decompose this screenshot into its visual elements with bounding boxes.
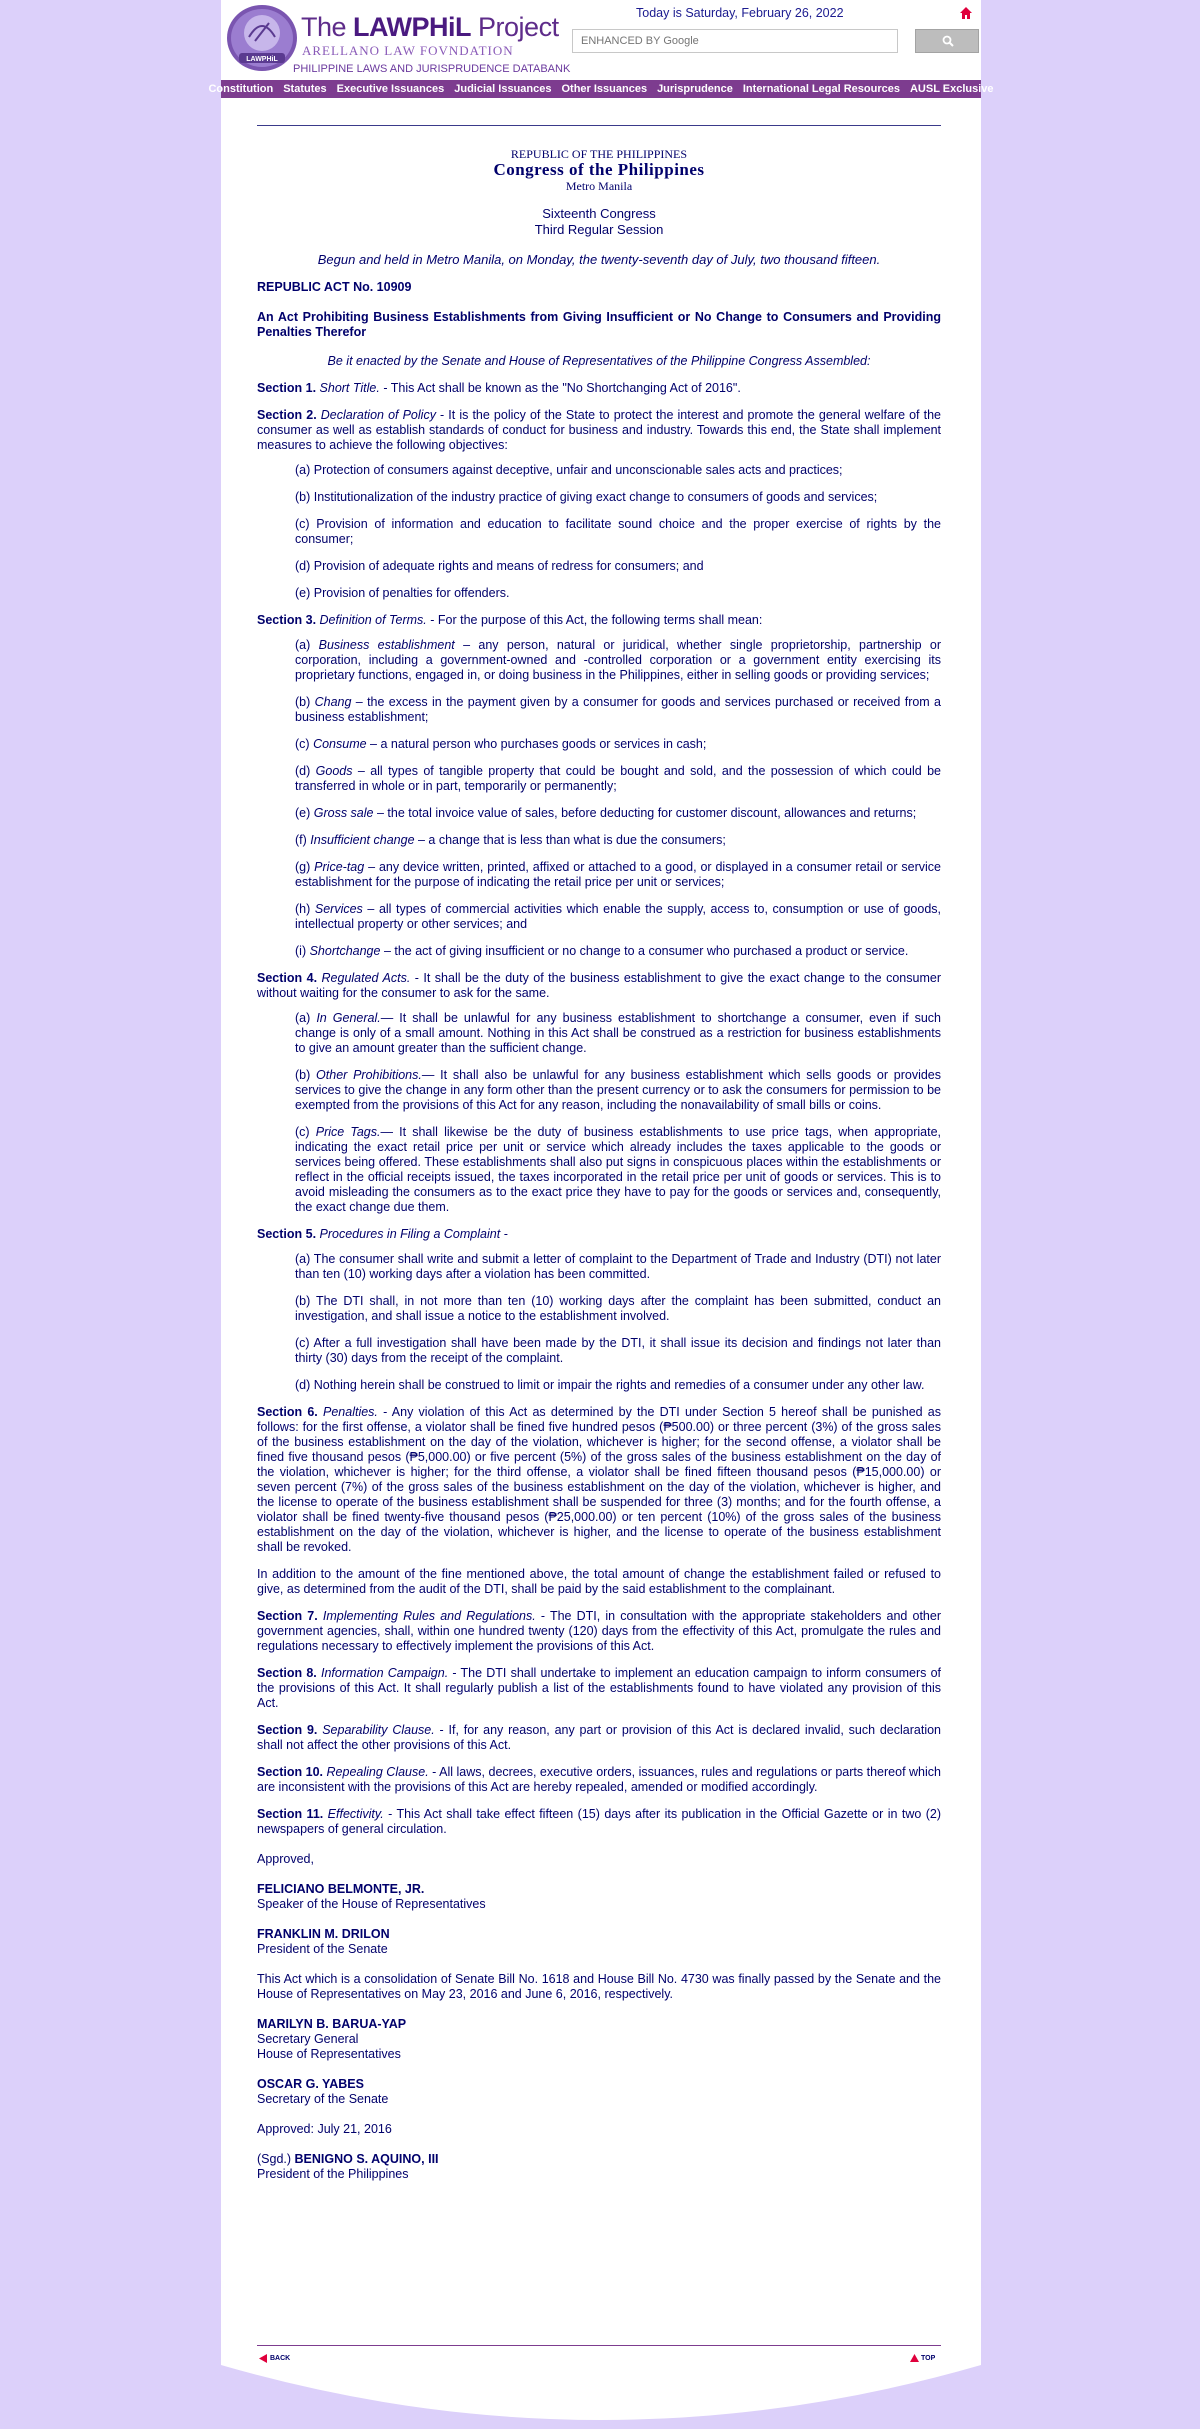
section-text: - For the purpose of this Act, the following terms shall mean: (426, 613, 763, 627)
section-title: Repealing Clause. (326, 1765, 429, 1779)
section-4 (257, 971, 941, 1001)
section-6-additional: In addition to the amount of the fine mentioned above, the total amount of change the establishment failed or refused to give, as determined from the audit of the DTI, shall be paid by the said establishment to the complainant. (257, 1567, 941, 1596)
section-1 (257, 381, 941, 396)
nav-jurisprudence[interactable]: Jurisprudence (657, 83, 733, 95)
top-link[interactable] (910, 2354, 935, 2363)
list-item: (b) The DTI shall, in not more than ten (10) working days after the complaint has been submitted, conduct an investigation, and shall issue a notice to the establishment involved. (295, 1294, 941, 1323)
section-label: Section 4. (257, 971, 318, 985)
section-10 (257, 1765, 941, 1795)
page (208, 0, 994, 2429)
foundation-name: ARELLANO LAW FOVNDATION (302, 43, 514, 58)
list-item: (e) Provision of penalties for offenders. (295, 586, 510, 600)
section-text: - It shall be the duty of the business establishment to give the exact change to the consumer without waiting for the consumer to ask for the same. (257, 971, 941, 1000)
definition-item: (i) Shortchange – the act of giving insufficient or no change to a consumer who purchased a product or service. (295, 944, 909, 958)
section-text: - It is the policy of the State to protect the interest and promote the general welfare of the consumer as well as establish standards of conduct for business and industry. Towards this end, the State shall implement measures to achieve the following objectives: (257, 408, 941, 452)
signatory-title: Speaker of the House of Representatives (257, 1897, 486, 1911)
section-title: Penalties. (323, 1405, 378, 1419)
section-3 (257, 613, 941, 628)
definition-item: (d) Goods – all types of tangible property that could be bought and sold, and the possession of which could be transferred in whole or in part, temporarily or permanently; (295, 764, 941, 793)
home-icon[interactable] (959, 6, 973, 20)
section-title: Regulated Acts. (321, 971, 411, 985)
section-11 (257, 1807, 941, 1837)
nav-judicial-issuances[interactable]: Judicial Issuances (454, 83, 552, 95)
section-title: Procedures in Filing a Complaint - (319, 1227, 508, 1241)
nav-statutes[interactable]: Statutes (283, 83, 327, 95)
section-title: Effectivity. (327, 1807, 384, 1821)
definition-item: (h) Services – all types of commercial activities which enable the supply, access to, consumption or use of goods, intellectual property or other services; and (295, 902, 941, 931)
section-label: Section 2. (257, 408, 317, 422)
definition-item: (g) Price-tag – any device written, printed, affixed or attached to a good, or displayed in a consumer retail or service establishment for the purpose of indicating the retail price per unit or services; (295, 860, 941, 889)
section-title: Information Campaign. (320, 1666, 449, 1680)
nav-executive-issuances[interactable]: Executive Issuances (336, 83, 445, 95)
list-item: (a) The consumer shall write and submit a letter of complaint to the Department of Trade and Industry (DTI) not later than ten (10) working days after a violation has been committed. (295, 1252, 941, 1281)
section-label: Section 7. (257, 1609, 318, 1623)
secretary-general-signature (257, 2017, 941, 2062)
top-arrow-icon (910, 2354, 919, 2363)
nav-international-legal-resources[interactable]: International Legal Resources (742, 83, 900, 95)
site-header (221, 0, 981, 80)
section-text: - All laws, decrees, executive orders, issuances, rules and regulations or parts thereof which are inconsistent with the provisions of this Act are hereby repealed, amended or modified accordingly. (257, 1765, 941, 1794)
today-date: Today is Saturday, February 26, 2022 (636, 6, 844, 20)
signatory-title: President of the Senate (257, 1942, 388, 1956)
section-label: Section 11. (257, 1807, 324, 1821)
section-text: - This Act shall take effect fifteen (15) days after its publication in the Official Gazette or in two (2) newspapers of general circulation. (257, 1807, 941, 1836)
consolidation-note: This Act which is a consolidation of Senate Bill No. 1618 and House Bill No. 4730 was finally passed by the Senate and the House of Representatives on May 23, 2016 and June 6, 2016, respectively. (257, 1972, 941, 2001)
list-item: (c) After a full investigation shall have been made by the DTI, it shall issue its decision and findings not later than thirty (30) days from the receipt of the complaint. (295, 1336, 941, 1365)
list-item: (c) Provision of information and education to facilitate sound choice and the proper exercise of rights by the consumer; (295, 517, 941, 546)
section-label: Section 10. (257, 1765, 324, 1779)
brand-prefix: The (301, 12, 354, 42)
section-label: Section 9. (257, 1723, 318, 1737)
act-title: An Act Prohibiting Business Establishments from Giving Insufficient or No Change to Consumers and Providing Penalties Therefor (257, 310, 941, 339)
act-number: REPUBLIC ACT No. 10909 (257, 280, 412, 294)
signatory-title: President of the Philippines (257, 2167, 409, 2181)
section-text: - This Act shall be known as the "No Shortchanging Act of 2016". (379, 381, 741, 395)
section-title: Implementing Rules and Regulations. (322, 1609, 536, 1623)
search-box[interactable] (572, 29, 898, 53)
session-name: Third Regular Session (534, 222, 664, 237)
lawphil-seal-logo[interactable] (225, 3, 299, 73)
section-2 (257, 408, 941, 453)
search-input[interactable] (573, 30, 897, 52)
search-button[interactable] (915, 29, 979, 53)
section-title: Short Title. (319, 381, 380, 395)
signatory-title: Secretary General (257, 2032, 359, 2046)
list-item: (d) Nothing herein shall be construed to limit or impair the rights and remedies of a consumer under any other law. (295, 1378, 925, 1392)
section-8 (257, 1666, 941, 1711)
document-body (257, 125, 941, 2182)
section-label: Section 5. (257, 1227, 317, 1241)
approved-date: Approved: July 21, 2016 (257, 2122, 392, 2136)
section-text: - The DTI, in consultation with the appropriate stakeholders and other government agencies, shall, within one hundred twenty (120) days from the effectivity of this Act, promulgate the rules and regulations necessary to effectively implement the provisions of this Act. (257, 1609, 941, 1653)
top-divider (257, 125, 941, 126)
section-9 (257, 1723, 941, 1753)
signatory-name: OSCAR G. YABES (257, 2077, 364, 2091)
definition-item: (b) Chang – the excess in the payment given by a consumer for goods and services purchased or received from a business establishment; (295, 695, 941, 724)
section-title: Separability Clause. (322, 1723, 435, 1737)
president-signature (257, 2152, 941, 2182)
brand-title[interactable] (301, 12, 559, 43)
list-item: (d) Provision of adequate rights and means of redress for consumers; and (295, 559, 704, 573)
section-title: Definition of Terms. (319, 613, 427, 627)
databank-tagline: PHILIPPINE LAWS AND JURISPRUDENCE DATABANK (293, 63, 571, 75)
section-label: Section 1. (257, 381, 317, 395)
list-item: (b) Other Prohibitions.— It shall also be unlawful for any business establishment which sells goods or provides services to give the change in any form other than the present currency or to ask the consumers for permission to be exempted from the provisions of this Act for any reason, including the nonavailability of small bills or coins. (295, 1068, 942, 1112)
signatory-name: MARILYN B. BARUA-YAP (257, 2017, 407, 2031)
section-text: - The DTI shall undertake to implement an education campaign to inform consumers of the provisions of this Act. It shall regularly publish a list of the establishments found to have violated any provision of this Act. (257, 1666, 941, 1710)
nav-other-issuances[interactable]: Other Issuances (561, 83, 648, 95)
section-text: - Any violation of this Act as determined by the DTI under Section 5 hereof shall be punished as follows: for the first offense, a violator shall be fined five hundred pesos (₱500.00) or three percent (3%) of the gross sales of the business establishment on the day of the violation, whichever is higher; for the second offense, a violator shall be fined five thousand pesos (₱5,000.00) or five percent (5%) of the gross sales of the business establishment on the day of the violation, whichever is higher; for the third offense, a violator shall be fined fifteen thousand pesos (₱15,000.00) or seven percent (7%) of the gross sales of the business establishment on the day of the violation, whichever is higher, and the license to operate of the business establishment shall be suspended for three (3) months; and for the fourth offense, a violator shall be fined twenty-five thousand pesos (₱25,000.00) or ten percent (10%) of the gross sales of the business establishment on the day of the violation, whichever is higher, and the license to operate of the business establishment shall be revoked. (257, 1405, 942, 1554)
main-nav (208, 80, 994, 98)
brand-name: LAWPHiL (353, 12, 472, 42)
seal-text: LAWPHiL (246, 56, 278, 63)
signatory-title: House of Representatives (257, 2047, 401, 2061)
sgd-prefix: (Sgd.) (257, 2152, 295, 2166)
section-label: Section 6. (257, 1405, 318, 1419)
list-item: (a) In General.— It shall be unlawful for any business establishment to shortchange a consumer, even if such change is only of a small amount. Nothing in this Act shall be construed as a restriction for business establishments to give an amount greater than the sufficient change. (295, 1011, 941, 1055)
page-bottom-curve (221, 2365, 981, 2429)
nav-constitution[interactable]: Constitution (208, 83, 274, 95)
definition-item: (a) Business establishment – any person, natural or juridical, whether single proprietorship, partnership or corporation, including a government-owned and -controlled corporation or a government entity exercising its proprietary functions, engaged in, or doing business in the Philippines, either in selling goods or providing services; (295, 638, 941, 682)
section-label: Section 3. (257, 613, 317, 627)
brand-suffix: Project (471, 12, 559, 42)
congress-number: Sixteenth Congress (542, 206, 656, 221)
definition-item: (e) Gross sale – the total invoice value of sales, before deducting for customer discount, allowances and returns; (295, 806, 917, 820)
section-6 (257, 1405, 941, 1555)
signatory-title: Secretary of the Senate (257, 2092, 389, 2106)
congress-heading: Congress of the Philippines (493, 160, 705, 179)
speaker-signature (257, 1882, 941, 1912)
back-link[interactable] (259, 2354, 290, 2363)
approved-label: Approved, (257, 1852, 314, 1866)
senate-secretary-signature (257, 2077, 941, 2107)
senate-president-signature (257, 1927, 941, 1957)
top-label: TOP (921, 2355, 936, 2362)
republic-heading: REPUBLIC OF THE PHILIPPINES (510, 147, 688, 161)
back-arrow-icon (259, 2354, 268, 2363)
begun-line: Begun and held in Metro Manila, on Monday, the twenty-seventh day of July, two thousand fifteen. (317, 252, 881, 267)
section-text: - If, for any reason, any part or provision of this Act is declared invalid, such declaration shall not affect the other provisions of this Act. (257, 1723, 942, 1752)
enacting-clause: Be it enacted by the Senate and House of Representatives of the Philippine Congress Assembled: (327, 354, 871, 368)
metro-heading: Metro Manila (565, 179, 633, 193)
nav-ausl-exclusive[interactable]: AUSL Exclusive (909, 83, 994, 95)
definition-item: (c) Consume – a natural person who purchases goods or services in cash; (295, 737, 707, 751)
section-title: Declaration of Policy (320, 408, 436, 422)
section-5 (257, 1227, 941, 1242)
list-item: (b) Institutionalization of the industry practice of giving exact change to consumers of goods and services; (295, 490, 878, 504)
signatory-name: BENIGNO S. AQUINO, III (294, 2152, 439, 2166)
definition-item: (f) Insufficient change – a change that is less than what is due the consumers; (295, 833, 726, 847)
search-icon (942, 35, 954, 47)
list-item: (c) Price Tags.— It shall likewise be the duty of business establishments to use price tags, when appropriate, indicating the exact retail price per unit or service which already includes the taxes applicable to the goods or services being offered. These establishments shall also put signs in conspicuous places within the establishments or reflect in the official receipts issued, the taxes incorporated in the retail price per unit of goods or services. This is to avoid misleading the consumers as to the exact price they have to pay for the goods or services and, consequently, the exact change due them. (295, 1125, 941, 1214)
bottom-divider (257, 2345, 941, 2346)
section-label: Section 8. (257, 1666, 317, 1680)
back-label: BACK (270, 2355, 291, 2362)
list-item: (a) Protection of consumers against deceptive, unfair and unconscionable sales acts and practices; (295, 463, 843, 477)
signatory-name: FELICIANO BELMONTE, JR. (257, 1882, 425, 1896)
section-7 (257, 1609, 941, 1654)
signatory-name: FRANKLIN M. DRILON (257, 1927, 390, 1941)
